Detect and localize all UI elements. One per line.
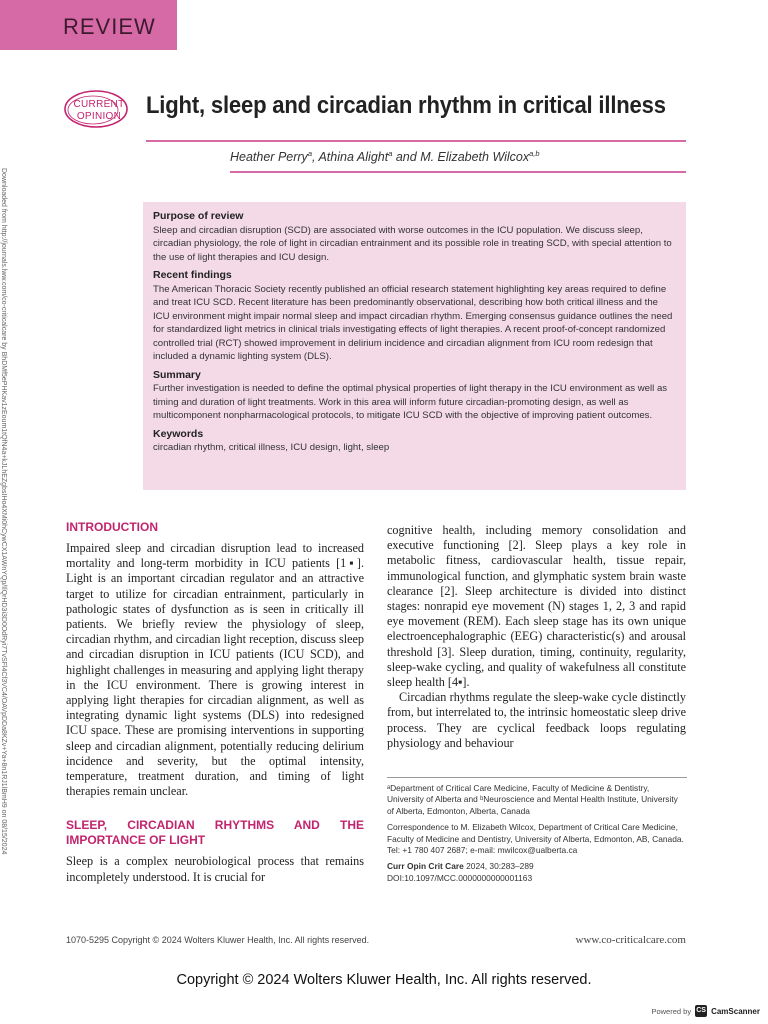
author-name: Heather Perry xyxy=(230,150,308,165)
affiliation-rule xyxy=(387,777,687,778)
doi: DOI:10.1097/MCC.0000000000001163 xyxy=(387,872,533,883)
article-title: Light, sleep and circadian rhythm in critical illness xyxy=(146,92,666,119)
footer-copyright: 1070-5295 Copyright © 2024 Wolters Kluwer Health, Inc. All rights reserved. xyxy=(66,935,370,945)
abstract-section xyxy=(153,269,676,364)
body-right-column xyxy=(387,523,686,751)
author-separator: and xyxy=(392,150,421,165)
author-list xyxy=(230,149,540,164)
current-opinion-logo xyxy=(63,89,129,129)
affiliation-text: ᵃDepartment of Critical Care Medicine, Faculty of Medicine & Dentistry, University of Alberta and ᵇNeuroscience and Mental Health Institute, University of Alberta, Edmonton, Alberta, Canada xyxy=(387,783,678,816)
abstract-text: circadian rhythm, critical illness, ICU design, light, sleep xyxy=(153,442,390,453)
author-sup: a xyxy=(388,149,393,158)
abstract-heading: Recent findings xyxy=(153,269,232,281)
body-left-column xyxy=(66,520,364,885)
body-paragraph: cognitive health, including memory consolidation and executive functioning [2]. Sleep plays a key role in metabolic fitness, cardiovascular health, tissue repair, immunological function, and glymphatic system brain waste clearance [2]. Sleep architecture is divided into distinct stages: nonrapid eye movement (N) stages 1, 2, 3 and rapid eye movement (REM). Each sleep stage has its own unique electroencephalographic (EEG) characteristic(s) and arousal threshold [3]. Sleep duration, timing, continuity, regularity, sleep-wake cycling, and quality of wakefulness all constitute sleep health [4▪]. xyxy=(387,523,686,690)
abstract-section xyxy=(153,210,676,264)
copyright-watermark: Copyright © 2024 Wolters Kluwer Health, Inc. All rights reserved. xyxy=(176,972,592,988)
review-section-tab xyxy=(0,0,177,50)
camscanner-icon: CS xyxy=(695,1005,707,1017)
abstract-box xyxy=(143,202,686,490)
title-rule xyxy=(146,140,686,142)
abstract-heading: Summary xyxy=(153,368,201,381)
intro-heading: INTRODUCTION xyxy=(66,520,158,534)
correspondence-text: Correspondence to M. Elizabeth Wilcox, Department of Critical Care Medicine, Faculty of Medicine and Dentistry, University of Alberta, Edmonton, AB, Canada. Tel: +1 780 407 2687; e-mail: mwilcox@ualberta.ca xyxy=(387,822,684,856)
sleep-heading: SLEEP, CIRCADIAN RHYTHMS AND THE IMPORTANCE OF LIGHT xyxy=(66,818,364,848)
body-paragraph: Circadian rhythms regulate the sleep-wake cycle distinctly from, but interrelated to, the intrinsic homeostatic sleep drive process. They are cyclical feedback loops regulating physiology and behaviour xyxy=(387,690,686,750)
abstract-heading: Purpose of review xyxy=(153,210,244,222)
journal-name: Curr Opin Crit Care xyxy=(387,861,464,872)
logo-line1: CURRENT xyxy=(73,99,125,110)
author-name: M. Elizabeth Wilcox xyxy=(420,150,530,165)
review-label: REVIEW xyxy=(63,14,156,39)
powered-by xyxy=(651,1005,760,1017)
abstract-text: Sleep and circadian disruption (SCD) are associated with worse outcomes in the ICU population. We discuss sleep, circadian physiology, the role of light in circadian entrainment and its possible role in treating SCD, with special attention to the use of light therapies and ICU design. xyxy=(153,224,672,263)
abstract-section xyxy=(153,428,676,455)
sleep-paragraph: Sleep is a complex neurobiological process that remains incompletely understood. It is crucial for xyxy=(66,854,364,884)
camscanner-name: CamScanner xyxy=(711,1006,760,1016)
abstract-text: The American Thoracic Society recently published an official research statement highlighting key areas required to define and treat ICU SCD. Recent literature has been predominantly observational, describing how both critical illness and the ICU environment might impair normal sleep and impact circadian rhythm. Emerging consensus guidance outlines the need for standardized light metrics in clinical trials investigating effects of light therapies. A recent proof-of-concept randomized controlled trial (RCT) showed improvement in delirium incidence and circadian alignment from ICU room redesign that included a dynamic lighting system (DLS). xyxy=(153,283,673,362)
download-notice xyxy=(0,168,8,855)
intro-paragraph: Impaired sleep and circadian disruption lead to increased mortality and long-term morbidity in ICU patients [1▪]. Light is an important circadian regulator and an attractive target to utilize for circadian entrainment, particularly in pathologic states of dysfunction as is seen in critically ill patients. We briefly review the physiology of sleep, circadian rhythm, and circadian light reception, discuss sleep and circadian disruption in ICU patients (ICU SCD), and highlight challenges in measuring and applying light therapy in the ICU environment. There is growing interest in applying light therapies for circadian alignment, as well as integrating dynamic light systems (DLS) into redesigned ICU space. These are promising interventions in supporting sleep and circadian alignment, potentially reducing delirium incidence and severity, but the optimal intensity, temperature, treatment duration, and timing of light therapies remain unclear. xyxy=(66,541,364,799)
abstract-section xyxy=(153,369,676,423)
abstract-heading: Keywords xyxy=(153,427,204,440)
logo-line2: OPINION xyxy=(76,111,122,122)
author-separator: , xyxy=(311,150,319,165)
journal-cite: 2024, 30:283–289 xyxy=(463,861,534,872)
affiliation-block xyxy=(387,783,687,884)
author-name: Athina Alight xyxy=(318,150,389,165)
journal-citation xyxy=(387,861,687,872)
author-sup: a,b xyxy=(529,149,540,158)
author-rule xyxy=(230,171,686,173)
footer-website: www.co-criticalcare.com xyxy=(575,934,686,946)
powered-label: Powered by xyxy=(651,1006,692,1016)
download-line: Downloaded from http://journals.lww.com/co-criticalcare by BhDMf5ePHKav1zEoum1tQfN4a+kJLhEZgbsIHo4XMi0hCywCX1AWnYQp/IlQrHD3i3D0OdRyi7TvSFl4Cf3VC4/OAVpDDa8KZv+Ya+8n1RJ1lBmH9 on 08/15/2024 xyxy=(0,168,7,855)
author-sup: a xyxy=(307,149,312,158)
abstract-text: Further investigation is needed to define the optimal physical properties of light therapy in the ICU environment as well as timing and duration of light treatments. Work in this area will inform future circadian-promoting design, as well as multicomponent nonpharmacological protocols, to mitigate ICU SCD with the objective of improving patient outcomes. xyxy=(153,383,668,421)
